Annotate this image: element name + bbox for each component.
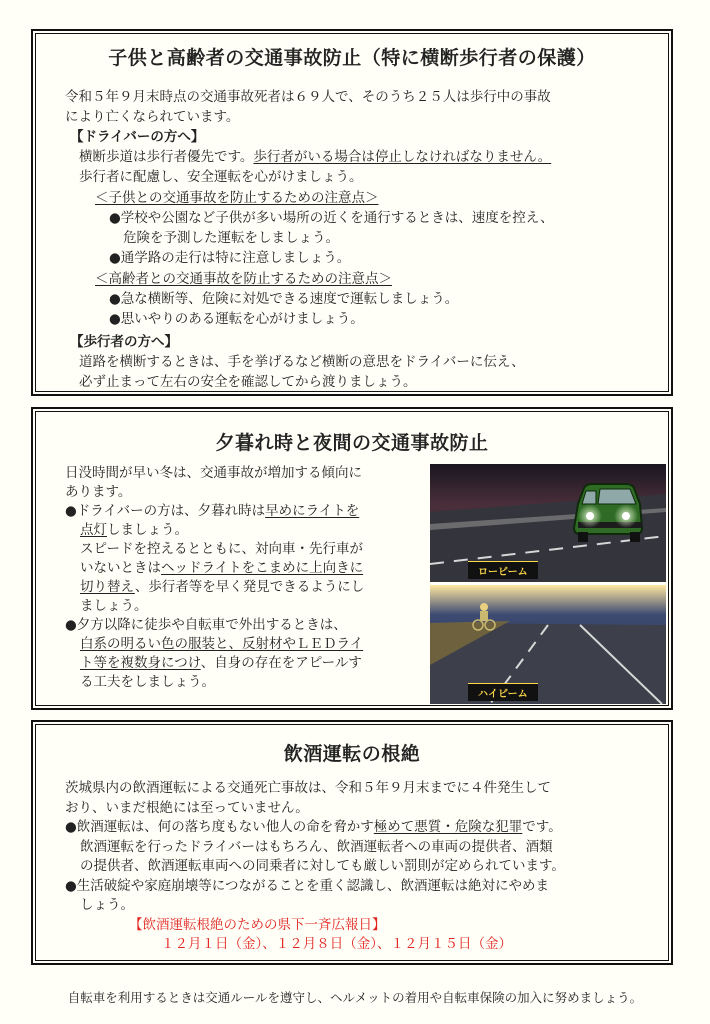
bullet-text: 通学路の走行は特に注意しましょう。 — [120, 250, 351, 266]
driver-line: 歩行者に配慮し、安全運転を心がけましょう。 — [79, 169, 363, 185]
bullet-line — [65, 877, 565, 897]
elderly-bullet — [109, 290, 458, 308]
night-road-image — [430, 464, 666, 582]
drunk-driving-body — [65, 779, 565, 955]
text-line: おり、いまだ根絶には至っていません。 — [65, 799, 309, 816]
text-line: ましょう。 — [80, 598, 148, 614]
bullet-text: 学校や公園など子供が多い場所の近くを通行するときは、速度を控え、 — [120, 210, 554, 226]
low-beam-label: ロービーム — [468, 561, 538, 579]
text-line: しょう。 — [80, 897, 134, 913]
driver-line — [79, 148, 551, 166]
text-span: しましょう。 — [107, 522, 188, 538]
section-drunk-driving — [31, 720, 673, 965]
text-span: 飲酒運転は、何の落ち度もない他人の命を脅かす — [76, 819, 374, 835]
text-span: ドライバーの方は、夕暮れ時は — [76, 503, 266, 519]
text-line — [65, 521, 364, 540]
bullet-line — [65, 616, 364, 635]
section-title: 飲酒運転の根絶 — [283, 743, 421, 765]
pedestrian-line: 必ず止まって左右の安全を確認してから渡りましょう。 — [79, 374, 417, 390]
elderly-heading: ＜高齢者との交通事故を防止するための注意点＞ — [95, 271, 392, 287]
section-title: 子供と高齢者の交通事故防止（特に横断歩行者の保護） — [108, 47, 596, 69]
campaign-dates: １２月１日（金）、１２月８日（金）、１２月１５日（金） — [161, 936, 512, 952]
high-beam-label: ハイビーム — [468, 683, 538, 701]
text-span-underlined: 切り替え — [80, 579, 135, 595]
night-road-image — [430, 585, 666, 704]
children-heading: ＜子供との交通事故を防止するための注意点＞ — [95, 190, 379, 206]
text-span: 、自身の存在をアピールす — [200, 655, 362, 671]
text-line: 飲酒運転を行ったドライバーはもちろん、飲酒運転者への車両の提供者、酒類 — [80, 838, 553, 855]
dusk-body-text — [65, 464, 364, 692]
section-title: 夕暮れ時と夜間の交通事故防止 — [215, 432, 489, 454]
bullet-text: 思いやりのある運転を心がけましょう。 — [120, 311, 364, 327]
text-span-underlined: ト等を複数身につけ — [80, 655, 201, 671]
bullet-line — [65, 818, 565, 838]
elderly-bullet — [109, 310, 364, 328]
footer-note: 自転車を利用するときは交通ルールを遵守し、ヘルメットの着用や自転車保険の加入に努めましょう。 — [67, 990, 643, 1005]
driver-text: 横断歩道は歩行者優先です。 — [79, 149, 254, 165]
intro-line: により亡くなられています。 — [65, 109, 240, 125]
text-line: 茨城県内の飲酒運転による交通死亡事故は、令和５年９月末までに４件発生して — [65, 780, 551, 796]
text-span-underlined: 極めて悪質・危険な犯罪 — [373, 819, 523, 835]
text-line — [65, 559, 364, 578]
text-span: です。 — [522, 819, 562, 835]
pedestrian-line: 道路を横断するときは、手を挙げるなど横断の意思をドライバーに伝え、 — [79, 354, 525, 370]
text-span: 夕方以降に徒歩や自転車で外出するときは、 — [76, 617, 347, 633]
low-beam-illustration — [430, 464, 666, 582]
text-line — [65, 654, 364, 673]
campaign-heading: 【飲酒運転根絶のための県下一斉広報日】 — [129, 916, 386, 933]
text-line: の提供者、飲酒運転車両への同乗者に対しても厳しい罰則が定められています。 — [80, 858, 565, 874]
text-line — [65, 578, 364, 597]
driver-heading: 【ドライバーの方へ】 — [70, 129, 205, 145]
text-line: スピードを控えるとともに、対向車・先行車が — [80, 541, 363, 557]
section-dusk-night-safety — [31, 407, 673, 710]
bullet-line — [65, 502, 364, 521]
text-span: いないときは — [80, 560, 161, 576]
pedestrian-heading: 【歩行者の方へ】 — [70, 334, 178, 350]
car-icon — [574, 484, 642, 542]
text-line: 日没時間が早い冬は、交通事故が増加する傾向に — [65, 465, 362, 481]
text-span-underlined: 点灯 — [80, 522, 107, 538]
intro-line: 令和５年９月末時点の交通事故死者は６９人で、そのうち２５人は歩行中の事故 — [65, 89, 551, 105]
text-line: る工夫をしましょう。 — [80, 674, 215, 690]
section-child-elderly-safety — [31, 29, 673, 396]
high-beam-illustration — [430, 585, 666, 704]
children-bullet — [109, 209, 554, 227]
text-span-underlined: ヘッドライトをこまめに上向きに — [161, 560, 364, 576]
driver-text-underlined: 歩行者がいる場合は停止しなければなりません。 — [253, 149, 552, 165]
text-span: 生活破綻や家庭崩壊等につながることを重く認識し、飲酒運転は絶対にやめま — [76, 877, 550, 894]
text-span-underlined: 早めにライトを — [265, 503, 360, 519]
children-bullet — [109, 249, 350, 267]
children-bullet-cont: 危険を予測した運転をしましょう。 — [123, 230, 339, 246]
text-line-underlined: 白系の明るい色の服装と、反射材やＬＥＤライ — [80, 636, 364, 652]
text-span: 、歩行者等を早く発見できるようにし — [134, 579, 365, 595]
bullet-text: 急な横断等、危険に対処できる速度で運転しましょう。 — [120, 291, 459, 307]
text-line: あります。 — [65, 484, 132, 500]
